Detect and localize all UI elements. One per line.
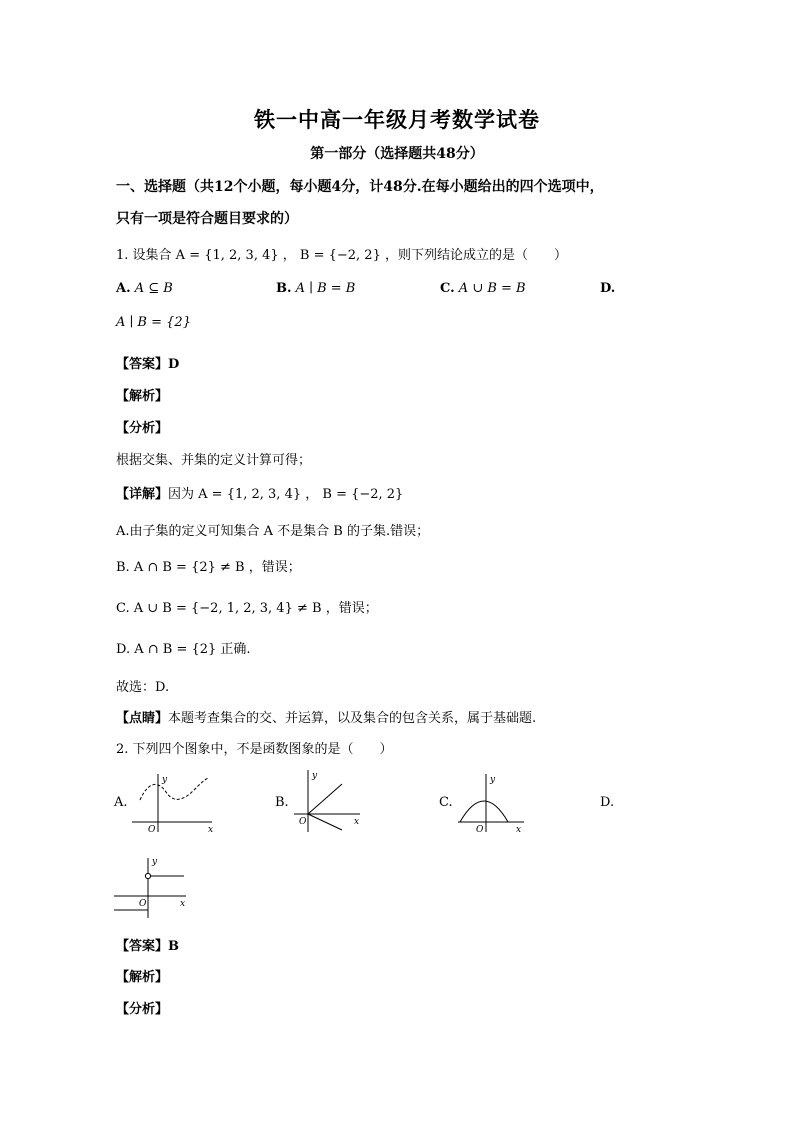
answer-tag: 【答案】: [116, 357, 169, 372]
q1-stem: 1. 设集合 A = {1, 2, 3, 4} ， B = {−2, 2} ，则下列结论成立的是（ ）: [116, 248, 567, 263]
q1-option-b-label: B.: [276, 281, 292, 296]
graph-a-y-label: y: [162, 775, 168, 785]
q1-option-a-label: A.: [116, 281, 131, 296]
q2-option-d-label: D.: [600, 795, 615, 810]
q1-option-a-text: A ⊆ B: [134, 281, 173, 296]
graph-c-parabola: [460, 801, 508, 822]
q1-option-b-text: A ∣ B = B: [295, 281, 356, 296]
q1-answer: [116, 353, 179, 372]
q2-option-b-label: B.: [275, 795, 289, 810]
graph-a-origin: O: [148, 825, 156, 835]
graph-d-y-label: y: [152, 857, 158, 867]
q1-choose: 故选：D.: [116, 680, 170, 695]
q2-graph-d: [112, 852, 196, 924]
q1-line-a: A.由子集的定义可知集合 A 不是集合 B 的子集.错误；: [116, 524, 430, 539]
graph-b-ray-up: [308, 784, 342, 814]
detail-tag: 【详解】: [116, 487, 169, 502]
q2-graph-a: [128, 770, 220, 836]
answer-value: D: [168, 357, 180, 372]
q1-comment: [116, 707, 536, 726]
q1-analysis-tag: 【解析】: [116, 389, 169, 404]
q1-option-a: [116, 281, 173, 296]
graph-c-y-label: y: [490, 775, 496, 785]
q1-line-b: B. A ∩ B = {2} ≠ B ，错误；: [116, 560, 301, 575]
graph-b-y-label: y: [312, 771, 318, 781]
graph-b-origin: O: [299, 817, 307, 827]
graph-d-origin: O: [139, 899, 147, 909]
q2-analysis-tag: 【解析】: [116, 970, 169, 985]
q2-fenxi-tag: 【分析】: [116, 1002, 169, 1017]
graph-b-ray-down: [308, 814, 342, 830]
answer-value: B: [168, 939, 180, 954]
q1-option-c-text: A ∪ B = B: [458, 281, 526, 296]
graph-c-x-label: x: [516, 825, 522, 835]
graph-d-x-label: x: [180, 899, 186, 909]
comment-text: 本题考查集合的交、并运算，以及集合的包含关系，属于基础题.: [168, 711, 537, 726]
comment-tag: 【点睛】: [116, 711, 169, 726]
q1-line-d: D. A ∩ B = {2} 正确.: [116, 642, 251, 657]
q2-answer: [116, 935, 179, 954]
q2-option-a-label: A.: [114, 795, 128, 810]
graph-a-curve: [140, 778, 208, 800]
graph-a-x-label: x: [208, 825, 214, 835]
q1-option-c: [440, 281, 526, 296]
q1-detail: [116, 483, 403, 502]
graph-b-x-label: x: [354, 817, 360, 827]
page-title: 铁一中高一年级月考数学试卷: [254, 107, 540, 132]
q1-fenxi-text: 根据交集、并集的定义计算可得；: [116, 453, 312, 468]
q2-graph-b: [290, 766, 366, 838]
q1-fenxi-tag: 【分析】: [116, 421, 169, 436]
graph-c-origin: O: [476, 825, 484, 835]
section-heading-line1: 一、选择题（共12个小题，每小题4分，计48分.在每小题给出的四个选项中，: [116, 179, 604, 195]
part-subtitle: 第一部分（选择题共48分）: [310, 146, 484, 162]
answer-tag: 【答案】: [116, 939, 169, 954]
q1-option-d-text: A ∣ B = {2}: [116, 315, 191, 330]
q1-option-c-label: C.: [440, 281, 455, 296]
q1-line-c: C. A ∪ B = {−2, 1, 2, 3, 4} ≠ B ，错误；: [116, 601, 378, 616]
section-heading-line2: 只有一项是符合题目要求的）: [116, 211, 298, 227]
detail-text: 因为 A = {1, 2, 3, 4} ， B = {−2, 2}: [168, 487, 404, 502]
q2-stem: 2. 下列四个图象中，不是函数图象的是（ ）: [116, 742, 393, 757]
graph-d-open-point: [145, 873, 150, 878]
q2-option-c-label: C.: [439, 795, 453, 810]
q1-option-d-label: D.: [600, 281, 616, 296]
q1-option-b: [276, 281, 355, 296]
q2-graph-c: [454, 770, 530, 836]
